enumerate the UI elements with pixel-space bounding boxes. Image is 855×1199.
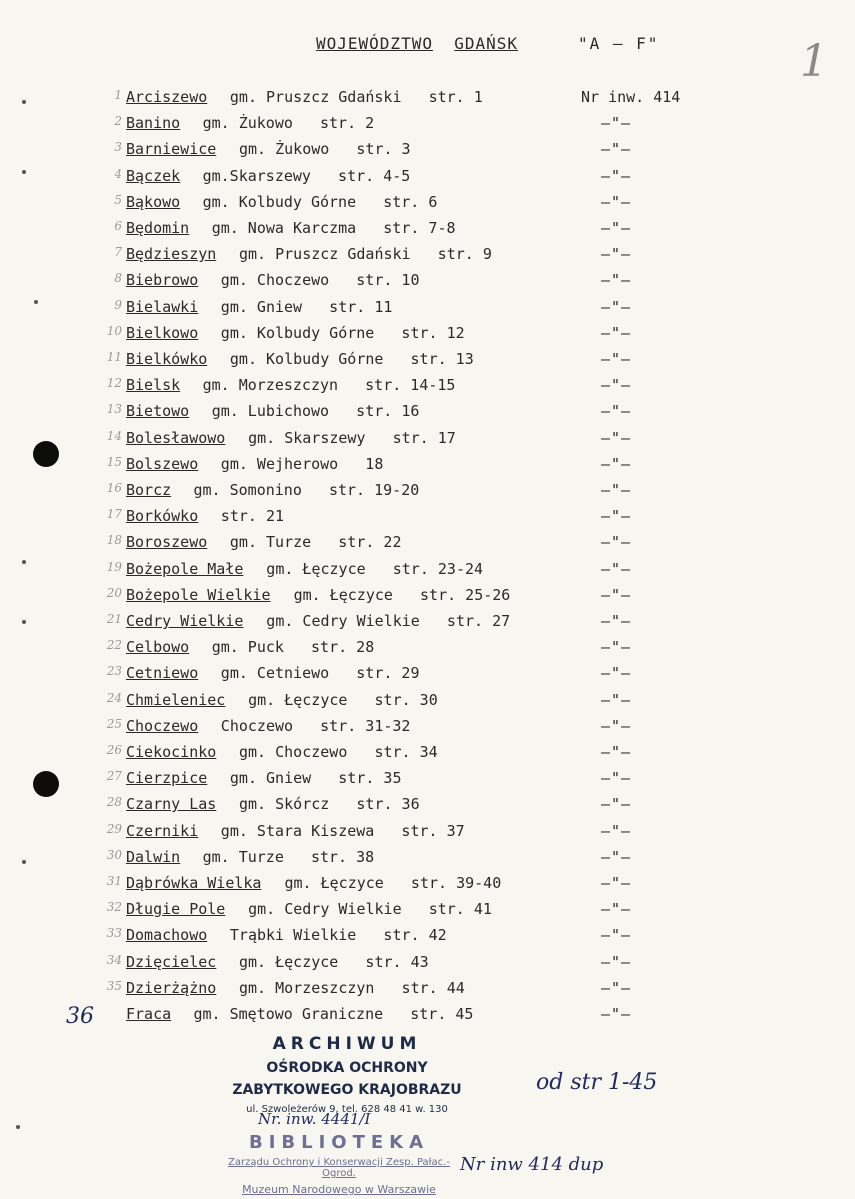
entry-row bbox=[0, 769, 855, 791]
entry-row bbox=[0, 664, 855, 686]
stamp-line-2: OŚRODKA OCHRONY bbox=[266, 1060, 428, 1076]
ditto-mark: –"– bbox=[601, 324, 632, 342]
ditto-mark: –"– bbox=[601, 926, 632, 944]
handwritten-number: 23 bbox=[106, 664, 122, 678]
entry-row bbox=[0, 586, 855, 608]
ditto-mark: –"– bbox=[601, 822, 632, 840]
locality-details: gm. Smętowo Graniczne str. 45 bbox=[193, 1005, 474, 1023]
punch-hole bbox=[33, 771, 59, 797]
handwritten-number: 19 bbox=[106, 560, 122, 574]
entry-row bbox=[0, 193, 855, 215]
entry-row bbox=[0, 167, 855, 189]
ditto-mark: –"– bbox=[601, 114, 632, 132]
locality-details: gm. Stara Kiszewa str. 37 bbox=[220, 822, 465, 840]
entry-row bbox=[0, 533, 855, 555]
entry-row bbox=[0, 245, 855, 267]
entry-row bbox=[0, 376, 855, 398]
ditto-mark: –"– bbox=[601, 167, 632, 185]
ditto-mark: –"– bbox=[601, 795, 632, 813]
ditto-mark: –"– bbox=[601, 376, 632, 394]
ditto-mark: –"– bbox=[601, 402, 632, 420]
entry-row bbox=[0, 140, 855, 162]
locality-details: gm. Żukowo str. 2 bbox=[202, 114, 375, 132]
locality-name: Bolesławowo bbox=[126, 429, 226, 447]
handwritten-number: 11 bbox=[106, 350, 122, 364]
locality-name: Dalwin bbox=[126, 848, 181, 866]
locality-name: Cetniewo bbox=[126, 664, 199, 682]
handwritten-number: 4 bbox=[114, 167, 122, 181]
locality-details: Trąbki Wielkie str. 42 bbox=[229, 926, 447, 944]
locality-name: Arciszewo bbox=[126, 88, 208, 106]
margin-mark bbox=[22, 560, 26, 564]
ditto-mark: –"– bbox=[601, 953, 632, 971]
entry-row bbox=[0, 612, 855, 634]
handwritten-number: 31 bbox=[106, 874, 122, 888]
handwritten-row-marker: 36 bbox=[66, 1004, 94, 1029]
title-prefix: WOJEWÓDZTWO bbox=[316, 34, 433, 53]
locality-details: gm. Skórcz str. 36 bbox=[239, 795, 420, 813]
handwritten-number: 7 bbox=[114, 245, 122, 259]
locality-name: Ciekocinko bbox=[126, 743, 217, 761]
entry-row bbox=[0, 691, 855, 713]
locality-details: gm. Łęczyce str. 43 bbox=[239, 953, 429, 971]
handwritten-number: 2 bbox=[114, 114, 122, 128]
handwritten-inventory-note: Nr. inw. 4441/I bbox=[258, 1110, 371, 1128]
locality-name: Choczewo bbox=[126, 717, 199, 735]
ditto-mark: –"– bbox=[601, 219, 632, 237]
entry-row bbox=[0, 455, 855, 477]
locality-details: gm. Turze str. 22 bbox=[229, 533, 402, 551]
entry-row bbox=[0, 481, 855, 503]
locality-details: gm. Somonino str. 19-20 bbox=[193, 481, 420, 499]
locality-details: gm. Łęczyce str. 23-24 bbox=[266, 560, 484, 578]
handwritten-number: 18 bbox=[106, 533, 122, 547]
ditto-mark: –"– bbox=[601, 245, 632, 263]
locality-details: gm.Skarszewy str. 4-5 bbox=[202, 167, 411, 185]
entry-row bbox=[0, 848, 855, 870]
entry-row bbox=[0, 402, 855, 424]
handwritten-number: 25 bbox=[106, 717, 122, 731]
inventory-number: Nr inw. 414 bbox=[581, 88, 681, 106]
ditto-mark: –"– bbox=[601, 979, 632, 997]
locality-details: gm. Skarszewy str. 17 bbox=[248, 429, 456, 447]
locality-details: gm. Łęczyce str. 39-40 bbox=[284, 874, 502, 892]
locality-name: Będomin bbox=[126, 219, 190, 237]
ditto-mark: –"– bbox=[601, 691, 632, 709]
archive-stamp bbox=[222, 1034, 472, 1115]
handwritten-number: 34 bbox=[106, 953, 122, 967]
locality-details: gm. Kolbudy Górne str. 12 bbox=[220, 324, 465, 342]
handwritten-number: 14 bbox=[106, 429, 122, 443]
handwritten-number: 20 bbox=[106, 586, 122, 600]
entry-row bbox=[0, 926, 855, 948]
locality-details: gm. Wejherowo 18 bbox=[220, 455, 384, 473]
entry-row bbox=[0, 795, 855, 817]
entry-row bbox=[0, 638, 855, 660]
handwritten-number: 29 bbox=[106, 822, 122, 836]
ditto-mark: –"– bbox=[601, 507, 632, 525]
locality-name: Bożepole Wielkie bbox=[126, 586, 271, 604]
locality-name: Bietowo bbox=[126, 402, 190, 420]
locality-details: gm. Morzeszczyn str. 14-15 bbox=[202, 376, 456, 394]
locality-name: Cedry Wielkie bbox=[126, 612, 244, 630]
locality-details: gm. Gniew str. 11 bbox=[220, 298, 393, 316]
locality-details: gm. Kolbudy Górne str. 6 bbox=[202, 193, 438, 211]
locality-name: Bożepole Małe bbox=[126, 560, 244, 578]
ditto-mark: –"– bbox=[601, 298, 632, 316]
ditto-mark: –"– bbox=[601, 717, 632, 735]
locality-name: Będzieszyn bbox=[126, 245, 217, 263]
locality-details: str. 21 bbox=[220, 507, 285, 525]
ditto-mark: –"– bbox=[601, 429, 632, 447]
ditto-mark: –"– bbox=[601, 350, 632, 368]
handwritten-number: 8 bbox=[114, 271, 122, 285]
handwritten-number: 30 bbox=[106, 848, 122, 862]
ditto-mark: –"– bbox=[601, 560, 632, 578]
entry-row bbox=[0, 324, 855, 346]
handwritten-number: 35 bbox=[106, 979, 122, 993]
locality-name: Dzierżążno bbox=[126, 979, 217, 997]
library-stamp-line-3: Muzeum Narodowego w Warszawie bbox=[242, 1183, 436, 1196]
entry-row bbox=[0, 298, 855, 320]
handwritten-number: 28 bbox=[106, 795, 122, 809]
document-title bbox=[316, 34, 518, 53]
locality-name: Barniewice bbox=[126, 140, 217, 158]
entry-row bbox=[0, 88, 855, 110]
ditto-mark: –"– bbox=[601, 140, 632, 158]
locality-details: gm. Choczewo str. 34 bbox=[239, 743, 438, 761]
ditto-mark: –"– bbox=[601, 1005, 632, 1023]
locality-details: gm. Puck str. 28 bbox=[211, 638, 375, 656]
locality-details: gm. Pruszcz Gdański str. 1 bbox=[229, 88, 483, 106]
locality-name: Chmieleniec bbox=[126, 691, 226, 709]
locality-name: Dąbrówka Wielka bbox=[126, 874, 262, 892]
ditto-mark: –"– bbox=[601, 900, 632, 918]
locality-details: gm. Morzeszczyn str. 44 bbox=[239, 979, 465, 997]
locality-details: gm. Żukowo str. 3 bbox=[239, 140, 411, 158]
entry-row bbox=[0, 900, 855, 922]
entry-row bbox=[0, 1005, 855, 1027]
entry-row bbox=[0, 717, 855, 739]
letter-range: "A – F" bbox=[578, 34, 660, 53]
handwritten-pages-note: od str 1-45 bbox=[536, 1070, 658, 1095]
ditto-mark: –"– bbox=[601, 638, 632, 656]
handwritten-number: 5 bbox=[114, 193, 122, 207]
handwritten-number: 12 bbox=[106, 376, 122, 390]
title-name: GDAŃSK bbox=[454, 34, 519, 53]
handwritten-number: 9 bbox=[114, 298, 122, 312]
locality-name: Bielkowo bbox=[126, 324, 199, 342]
ditto-mark: –"– bbox=[601, 193, 632, 211]
locality-name: Czerniki bbox=[126, 822, 199, 840]
library-stamp bbox=[224, 1132, 454, 1196]
locality-name: Borkówko bbox=[126, 507, 199, 525]
handwritten-number: 6 bbox=[114, 219, 122, 233]
locality-name: Bielkówko bbox=[126, 350, 208, 368]
handwritten-number: 13 bbox=[106, 402, 122, 416]
entry-row bbox=[0, 114, 855, 136]
locality-name: Bączek bbox=[126, 167, 181, 185]
locality-name: Banino bbox=[126, 114, 181, 132]
entry-row bbox=[0, 953, 855, 975]
locality-details: gm. Cedry Wielkie str. 27 bbox=[266, 612, 511, 630]
locality-name: Czarny Las bbox=[126, 795, 217, 813]
handwritten-number: 3 bbox=[114, 140, 122, 154]
entry-row bbox=[0, 822, 855, 844]
locality-name: Dzięcielec bbox=[126, 953, 217, 971]
entry-row bbox=[0, 743, 855, 765]
entry-row bbox=[0, 271, 855, 293]
locality-name: Biebrowo bbox=[126, 271, 199, 289]
locality-name: Bielawki bbox=[126, 298, 199, 316]
ditto-mark: –"– bbox=[601, 848, 632, 866]
entry-row bbox=[0, 979, 855, 1001]
locality-name: Bielsk bbox=[126, 376, 181, 394]
locality-details: gm. Pruszcz Gdański str. 9 bbox=[239, 245, 492, 263]
ditto-mark: –"– bbox=[601, 481, 632, 499]
ditto-mark: –"– bbox=[601, 455, 632, 473]
ditto-mark: –"– bbox=[601, 743, 632, 761]
locality-name: Domachowo bbox=[126, 926, 208, 944]
locality-details: gm. Choczewo str. 10 bbox=[220, 271, 420, 289]
stamp-line-4: ul. Szwoleżerów 9, tel. 628 48 41 w. 130 bbox=[246, 1104, 448, 1115]
entry-row bbox=[0, 350, 855, 372]
stamp-line-3: ZABYTKOWEGO KRAJOBRAZU bbox=[232, 1082, 462, 1098]
handwritten-number: 15 bbox=[106, 455, 122, 469]
ditto-mark: –"– bbox=[601, 874, 632, 892]
locality-details: Choczewo str. 31-32 bbox=[220, 717, 411, 735]
locality-details: gm. Łęczyce str. 30 bbox=[248, 691, 438, 709]
handwritten-number: 21 bbox=[106, 612, 122, 626]
locality-name: Bąkowo bbox=[126, 193, 181, 211]
locality-name: Boroszewo bbox=[126, 533, 208, 551]
ditto-mark: –"– bbox=[601, 664, 632, 682]
entry-row bbox=[0, 507, 855, 529]
handwritten-number: 26 bbox=[106, 743, 122, 757]
library-stamp-line-2: Zarządu Ochrony i Konserwacji Zesp. Pałac.-Ogrod. bbox=[228, 1157, 450, 1179]
locality-details: gm. Cedry Wielkie str. 41 bbox=[248, 900, 492, 918]
entry-row bbox=[0, 219, 855, 241]
handwritten-number: 33 bbox=[106, 926, 122, 940]
entry-row bbox=[0, 874, 855, 896]
locality-name: Długie Pole bbox=[126, 900, 226, 918]
library-stamp-title: BIBLIOTEKA bbox=[248, 1132, 430, 1153]
locality-name: Fraca bbox=[126, 1005, 172, 1023]
ditto-mark: –"– bbox=[601, 271, 632, 289]
ditto-mark: –"– bbox=[601, 533, 632, 551]
locality-details: gm. Cetniewo str. 29 bbox=[220, 664, 420, 682]
margin-mark bbox=[22, 170, 26, 174]
locality-details: gm. Gniew str. 35 bbox=[229, 769, 402, 787]
margin-mark bbox=[22, 100, 26, 104]
locality-details: gm. Kolbudy Górne str. 13 bbox=[229, 350, 474, 368]
margin-mark bbox=[22, 860, 26, 864]
handwritten-number: 17 bbox=[106, 507, 122, 521]
handwritten-number: 16 bbox=[106, 481, 122, 495]
locality-details: gm. Turze str. 38 bbox=[202, 848, 375, 866]
entry-row bbox=[0, 429, 855, 451]
punch-hole bbox=[33, 441, 59, 467]
handwritten-number: 32 bbox=[106, 900, 122, 914]
locality-name: Bolszewo bbox=[126, 455, 199, 473]
handwritten-number: 24 bbox=[106, 691, 122, 705]
handwritten-bottom-note: Nr inw 414 dup bbox=[460, 1154, 604, 1175]
locality-name: Borcz bbox=[126, 481, 172, 499]
locality-name: Cierzpice bbox=[126, 769, 208, 787]
locality-details: gm. Lubichowo str. 16 bbox=[211, 402, 420, 420]
handwritten-number: 10 bbox=[106, 324, 122, 338]
handwritten-number: 27 bbox=[106, 769, 122, 783]
ditto-mark: –"– bbox=[601, 612, 632, 630]
ditto-mark: –"– bbox=[601, 586, 632, 604]
stamp-line-1: ARCHIWUM bbox=[272, 1034, 422, 1054]
entry-row bbox=[0, 560, 855, 582]
handwritten-number: 1 bbox=[114, 88, 122, 102]
locality-details: gm. Łęczyce str. 25-26 bbox=[293, 586, 511, 604]
ditto-mark: –"– bbox=[601, 769, 632, 787]
locality-name: Celbowo bbox=[126, 638, 190, 656]
margin-mark bbox=[34, 300, 38, 304]
margin-mark bbox=[16, 1125, 20, 1129]
locality-details: gm. Nowa Karczma str. 7-8 bbox=[211, 219, 456, 237]
margin-mark bbox=[22, 620, 26, 624]
handwritten-number: 22 bbox=[106, 638, 122, 652]
handwritten-page-number: 1 bbox=[800, 36, 828, 87]
